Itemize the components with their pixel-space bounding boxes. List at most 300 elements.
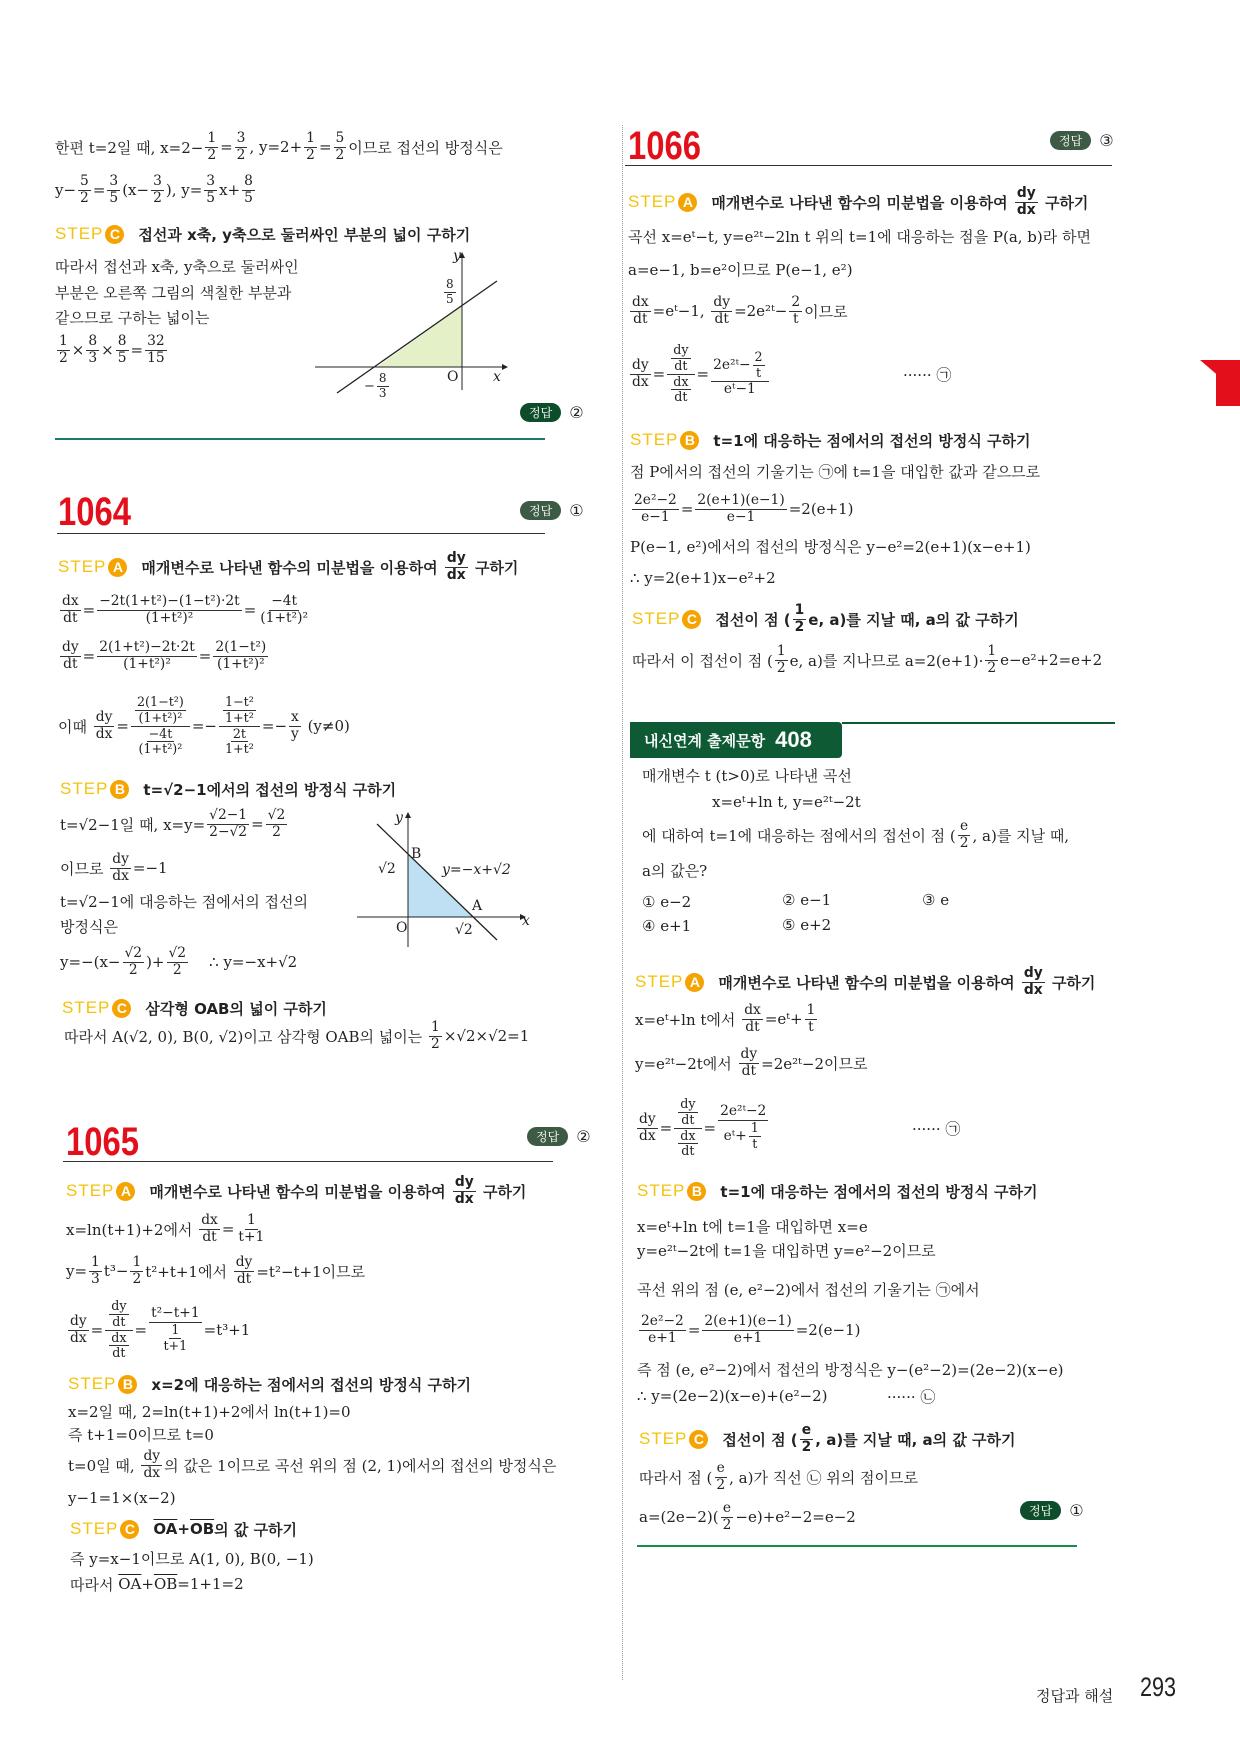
origin-label: O (396, 920, 408, 936)
text-run: 따라서 이 접선이 점 ( (632, 651, 773, 670)
fraction-numerator: 2e²ᵗ−2 (720, 1103, 767, 1120)
text-run: = (243, 601, 257, 619)
fraction-numerator: dx (744, 1001, 761, 1018)
answer-value: ① (1069, 1501, 1084, 1520)
fraction-numerator: 1 (246, 1211, 256, 1228)
fraction (223, 727, 256, 757)
fraction (453, 1175, 476, 1208)
text-run: 즉 t+1=0이므로 t=0 (68, 1425, 214, 1444)
fraction-denominator: dt (681, 1143, 695, 1159)
fraction-numerator: 1−t² (224, 694, 254, 710)
text-run: 구하기 (1046, 973, 1096, 992)
text-run: = (220, 138, 233, 156)
text-run: y−1=1×(x−2) (68, 1489, 176, 1507)
fraction-denominator: e−1 (641, 508, 670, 525)
text-run: 매개변수로 나타낸 함수의 미분법을 이용하여 (718, 973, 1020, 992)
fraction (377, 372, 389, 400)
text-run: t=√2−1일 때, x=y= (60, 815, 206, 834)
fraction-numerator (105, 1299, 132, 1330)
fraction (667, 343, 694, 404)
fraction-denominator: dt (236, 1270, 252, 1287)
text-run: 이므로 (60, 859, 109, 878)
fraction (289, 710, 301, 743)
fraction-numerator: dx (201, 1211, 218, 1228)
choice-4[interactable]: ④ e+1 (642, 917, 692, 935)
fraction-numerator: dy (1016, 184, 1036, 201)
answer-pill: 정답 (520, 403, 561, 422)
fraction-numerator (674, 1097, 701, 1128)
fraction-denominator: 2 (236, 146, 246, 163)
choice-1[interactable]: ① e−2 (642, 893, 692, 911)
fraction-numerator: t²−t+1 (151, 1305, 200, 1322)
footer-section: 정답과 해설 (1036, 1687, 1114, 1705)
text-run: 즉 점 (e, e²−2)에서 접선의 방정식은 y−(e²−2)=(2e−2)(x−e) (637, 1360, 1064, 1379)
fraction-numerator: 1 (132, 1253, 142, 1270)
text-run: 같으므로 구하는 넓이는 (55, 308, 210, 327)
banner-title: 내신연계 출제문항 (644, 731, 766, 750)
fraction-numerator: −4t (271, 592, 298, 609)
point-a-label: A (472, 898, 483, 914)
fraction (742, 1003, 763, 1036)
text-run: e−e²+2=e+2 (1000, 651, 1103, 669)
text-run: eᵗ+ (723, 1127, 747, 1144)
text-run: =eᵗ−1, (652, 302, 710, 320)
text-run: t=1에 대응하는 점에서의 접선의 방정식 구하기 (720, 1182, 1038, 1201)
text-run: e, a)를 지날 때, a의 값 구하기 (808, 610, 1019, 629)
segment-notation: $\overline{OA}$ (153, 1520, 178, 1538)
fraction-denominator: t+1 (163, 1337, 188, 1353)
fraction (109, 1299, 128, 1329)
fraction-denominator: 3 (91, 1270, 100, 1287)
fraction-numerator: dy (454, 1173, 474, 1190)
banner-number: 408 (775, 727, 812, 752)
text-run: 접선이 점 ( (715, 610, 791, 629)
answer-value: ③ (1099, 131, 1114, 150)
fraction (109, 1331, 128, 1361)
text-run: , a)를 지날 때, a의 값 구하기 (815, 1430, 1016, 1449)
step-label: STEP (630, 430, 679, 449)
fraction-numerator: 2(1−t²) (215, 638, 267, 655)
text-run: 에 대하여 t=1에 대응하는 점에서의 접선이 점 ( (642, 826, 956, 845)
fraction-denominator: 2 (207, 146, 217, 163)
x-axis-label: x (493, 369, 501, 385)
choice-3[interactable]: ③ e (922, 891, 950, 909)
segment-notation: $\overline{OA}$ (118, 1575, 142, 1593)
text-run: y=e²ᵗ−2t에 t=1을 대입하면 y=e²−2이므로 (637, 1241, 936, 1260)
fraction-numerator: 2e²−2 (634, 491, 677, 508)
fraction-denominator: dt (745, 1018, 760, 1035)
text-run: , a)를 지날 때, (972, 826, 1070, 845)
x-axis-label: x (522, 913, 530, 929)
point-b-label: B (411, 846, 422, 862)
fraction-numerator: x (291, 708, 299, 725)
fraction-numerator: dx (62, 592, 79, 609)
fraction (223, 695, 256, 725)
fraction-denominator: (1+t²)² (260, 609, 309, 626)
fraction-denominator: t (792, 310, 799, 327)
text-run: =t²−t+1이므로 (256, 1262, 366, 1281)
text-run: =t³+1 (203, 1321, 251, 1339)
fraction-numerator: 2(e+1)(e−1) (704, 1312, 792, 1329)
fraction (718, 1104, 768, 1151)
text-run: , a)가 직선 ㉡ 위의 점이므로 (729, 1468, 918, 1487)
fraction-numerator: dy (111, 1298, 127, 1314)
chapter-tab (1200, 360, 1240, 406)
fraction-denominator: dt (112, 1345, 126, 1361)
fraction-denominator: 2 (172, 961, 182, 978)
y-axis-arrow (405, 812, 411, 818)
step-label: STEP (628, 192, 677, 211)
fraction-denominator: e−1 (726, 508, 756, 525)
fraction-numerator: dy (632, 356, 649, 373)
step-label: STEP (637, 1181, 686, 1200)
fraction-numerator: 2 (791, 293, 801, 310)
fraction-denominator (219, 727, 260, 757)
fraction-denominator: 5 (446, 291, 454, 306)
text-run: 매개변수로 나타낸 함수의 미분법을 이용하여 (149, 1182, 451, 1201)
fraction-numerator: dx (632, 293, 649, 310)
fraction-denominator: 3 (378, 385, 387, 400)
fraction-denominator: 2 (59, 349, 68, 366)
fraction (445, 551, 468, 584)
answer-badge (527, 1127, 591, 1146)
banner-rule (842, 722, 1115, 724)
fraction (78, 174, 91, 207)
text-run: x=eᵗ+ln t에 t=1을 대입하면 x=e (637, 1217, 868, 1236)
fraction-numerator: 1 (806, 1001, 816, 1018)
text-run: 매개변수 t (t>0)로 나타낸 곡선 (642, 766, 852, 785)
fraction-numerator: 1 (987, 642, 997, 659)
fraction-numerator: 3 (109, 172, 119, 189)
text-run: a의 값은? (642, 861, 708, 880)
fraction-numerator: 8 (446, 276, 454, 291)
text-run: = (130, 341, 144, 359)
fraction-denominator (157, 1323, 193, 1353)
fraction-numerator: 8 (378, 370, 387, 385)
fraction (107, 174, 120, 207)
text-run: = (680, 500, 694, 518)
text-run: = (92, 181, 106, 199)
fraction-numerator: dy (235, 1253, 253, 1270)
answer-badge (520, 501, 584, 520)
step-letter: B (118, 1375, 137, 1394)
text-run: e, a)를 지나므로 a=2(e+1)· (789, 651, 984, 670)
fraction (800, 1423, 814, 1456)
fraction-numerator: 3 (153, 172, 162, 189)
fraction-denominator: 2 (776, 659, 786, 676)
step-label: STEP (635, 972, 684, 991)
text-run: 따라서 점 ( (639, 1468, 713, 1487)
fraction-numerator: dy (143, 1447, 161, 1464)
fraction-numerator: −4t (148, 725, 173, 741)
fraction-denominator: dx (95, 725, 113, 742)
fraction-denominator: 2 (335, 146, 345, 163)
text-run: x+ (219, 181, 241, 199)
fraction-numerator: √2 (168, 944, 187, 961)
step-label: STEP (60, 779, 109, 798)
text-run: 접선이 점 ( (722, 1430, 798, 1449)
text-run: = (90, 1321, 104, 1339)
text-run: − (364, 378, 375, 394)
fraction-denominator: 2 (959, 834, 969, 851)
fraction-denominator: dt (714, 310, 729, 327)
fraction (444, 278, 456, 306)
text-run: ······ ㉡ (887, 1387, 936, 1406)
fraction (805, 1003, 818, 1036)
fraction-numerator: 3 (206, 172, 216, 189)
fraction-numerator: dy (70, 1312, 87, 1329)
fraction (60, 594, 81, 627)
fraction-denominator: 2 (272, 823, 281, 840)
fraction (130, 1255, 143, 1288)
fraction (94, 710, 115, 743)
fraction-denominator (132, 727, 188, 757)
fraction-numerator: dx (673, 373, 689, 389)
y-axis-label: y (453, 248, 461, 264)
fraction-denominator: t (808, 1018, 814, 1035)
step-label: STEP (55, 224, 104, 243)
fraction-denominator: dt (674, 357, 688, 373)
fraction (258, 594, 310, 627)
text-run: = (687, 1321, 701, 1339)
answer-value: ② (569, 403, 584, 422)
fraction (304, 131, 317, 164)
fraction-denominator (105, 1331, 132, 1361)
fraction-numerator: 3 (236, 129, 246, 146)
text-run: = (82, 647, 96, 665)
fraction-numerator: dy (639, 1110, 656, 1127)
header-rule (63, 1161, 553, 1162)
fraction-numerator: √2−1 (209, 806, 248, 823)
answer-value: ② (576, 1127, 591, 1146)
fraction (97, 640, 197, 673)
text-run: = (198, 647, 212, 665)
fraction (671, 375, 690, 405)
text-run: ······ ㉠ (903, 365, 952, 384)
fraction (775, 644, 788, 677)
fraction-numerator: e (722, 1499, 732, 1516)
fraction-numerator: 1 (171, 1322, 180, 1338)
fraction-denominator: dt (633, 310, 648, 327)
text-run: t²+t+1에서 (145, 1262, 232, 1281)
text-run: t=√2−1에서의 접선의 방정식 구하기 (143, 780, 397, 799)
fraction-denominator: dt (202, 1228, 217, 1245)
text-run: 의 값은 1이므로 곡선 위의 점 (2, 1)에서의 접선의 방정식은 (164, 1456, 557, 1475)
text-run: t=1에 대응하는 점에서의 접선의 방정식 구하기 (713, 431, 1031, 450)
text-run: =− (261, 717, 288, 735)
fraction-denominator: 3 (88, 349, 98, 366)
fraction (149, 1306, 202, 1353)
text-run: =− (191, 717, 217, 735)
text-run: x=2일 때, 2=ln(t+1)+2에서 ln(t+1)=0 (68, 1402, 351, 1421)
fraction-denominator: 1+t² (224, 741, 254, 757)
fraction-denominator: 2 (128, 961, 138, 978)
fraction-denominator: dt (112, 1313, 126, 1329)
text-run: = (318, 138, 332, 156)
line-equation-label: y=−x+√2 (442, 862, 511, 878)
fraction (630, 358, 651, 391)
fraction (749, 1121, 761, 1151)
text-run: (x− (122, 181, 150, 199)
text-run: = (659, 1119, 673, 1137)
fraction-denominator: (1+t²)² (138, 741, 183, 757)
text-run: 매개변수로 나타낸 함수의 미분법을 이용하여 (711, 193, 1013, 212)
step-letter: B (680, 431, 699, 450)
fraction-denominator: y (291, 725, 299, 742)
fraction (695, 493, 786, 526)
fraction (110, 852, 131, 885)
text-run: −e)+e²−2=e−2 (735, 1508, 856, 1526)
text-run: , y=2+ (249, 138, 303, 156)
fraction (714, 1461, 727, 1494)
step-label: STEP (58, 557, 107, 576)
text-run: t=√2−1에 대응하는 점에서의 접선의 (60, 892, 308, 911)
fraction (105, 1299, 132, 1360)
fraction (678, 1097, 697, 1127)
text-run: y=e²ᵗ−2t에서 (635, 1054, 737, 1073)
text-run: ∴ y=−x+√2 (190, 953, 298, 971)
fraction (711, 295, 732, 328)
step-letter: A (108, 558, 127, 577)
section-divider (637, 1545, 1077, 1547)
text-run: =2e²ᵗ− (734, 302, 788, 320)
fraction-denominator: 2 (431, 1035, 440, 1052)
text-run: = (703, 1119, 717, 1137)
fraction (204, 174, 217, 207)
fraction-denominator: 2 (132, 1270, 142, 1287)
fraction-numerator: 2(e+1)(e−1) (697, 491, 785, 508)
y-axis-label: y (395, 810, 403, 826)
text-run: =1+1=2 (177, 1575, 244, 1593)
answer-value: ① (569, 501, 584, 520)
fraction (135, 695, 186, 725)
text-run: + (177, 1520, 190, 1538)
fraction-numerator: √2 (124, 944, 143, 961)
text-run: =2(e−1) (795, 1321, 861, 1339)
text-run: 즉 y=x−1이므로 A(1, 0), B(0, −1) (70, 1549, 314, 1568)
text-run: t=0일 때, (68, 1456, 140, 1475)
choice-2[interactable]: ② e−1 (782, 891, 832, 909)
step-label: STEP (66, 1181, 115, 1200)
fraction (235, 131, 248, 164)
fraction (985, 644, 998, 677)
answer-pill: 정답 (527, 1127, 568, 1146)
fraction-numerator: dy (673, 342, 689, 358)
step-letter: A (116, 1182, 135, 1201)
text-run: x=2에 대응하는 점에서의 접선의 방정식 구하기 (151, 1375, 472, 1394)
text-run: = (652, 365, 666, 383)
fraction-denominator: dt (681, 1111, 695, 1127)
fraction (219, 695, 260, 756)
problem-number: 1064 (58, 490, 131, 534)
fraction-denominator: eᵗ−1 (723, 380, 756, 397)
text-run: 방정식은 (60, 917, 118, 936)
text-run: = (251, 815, 264, 833)
fraction-denominator: 5 (206, 189, 216, 206)
step-letter: C (105, 225, 124, 244)
step-label: STEP (632, 609, 681, 628)
text-run: 이므로 접선의 방정식은 (348, 138, 503, 157)
fraction (630, 295, 651, 328)
step-label: STEP (68, 1374, 117, 1393)
answer-pill: 정답 (520, 501, 561, 520)
segment-notation: $\overline{OB}$ (153, 1575, 178, 1593)
fraction-denominator: dx (70, 1329, 87, 1346)
fraction-numerator: dy (446, 549, 466, 566)
fraction-numerator: dy (1023, 964, 1043, 981)
text-run: = (116, 717, 129, 735)
fraction-numerator: 2 (754, 349, 763, 365)
related-problem-banner (630, 722, 842, 758)
triangle-oab-graph (355, 810, 530, 950)
text-run: y= (66, 1262, 88, 1280)
fraction (789, 295, 802, 328)
text-run: 따라서 A(√2, 0), B(0, √2)이고 삼각형 OAB의 넓이는 (64, 1027, 428, 1046)
fraction-numerator (667, 343, 694, 374)
step-label: STEP (639, 1429, 688, 1448)
fraction (234, 1255, 255, 1288)
fraction-numerator: 1 (306, 129, 315, 146)
fraction (632, 493, 679, 526)
answer-badge (520, 403, 584, 422)
text-run: y− (55, 181, 77, 199)
fraction-numerator: 1 (431, 1018, 440, 1035)
segment-notation: $\overline{OB}$ (189, 1520, 215, 1538)
fraction-numerator: 1 (776, 642, 786, 659)
text-run: 구하기 (1039, 193, 1089, 212)
fraction-numerator: 1 (59, 332, 68, 349)
fraction (266, 808, 288, 841)
text-run: 곡선 x=eᵗ−t, y=e²ᵗ−2ln t 위의 t=1에 대응하는 점을 P(a, b)라 하면 (628, 227, 1091, 246)
text-run: )+ (146, 953, 165, 971)
fraction (145, 334, 167, 367)
fraction (793, 603, 807, 636)
fraction-denominator: 15 (147, 349, 165, 366)
text-run: 점 P에서의 접선의 기울기는 ㉠에 t=1을 대입한 값과 같으므로 (630, 462, 1041, 481)
fraction-denominator: dt (63, 655, 78, 672)
text-run: =eᵗ+ (764, 1010, 803, 1028)
fraction-denominator: 2 (153, 189, 162, 206)
origin-label: O (447, 369, 459, 385)
fraction (334, 131, 347, 164)
fraction-denominator: t (756, 365, 762, 381)
fraction-denominator: 2 (801, 1438, 812, 1455)
fraction-numerator (219, 695, 260, 726)
fraction-numerator: dy (740, 1045, 758, 1062)
fraction-denominator: dx (454, 1190, 474, 1207)
fraction-numerator: 1 (207, 129, 217, 146)
choice-5[interactable]: ⑤ e+2 (782, 916, 832, 934)
answer-pill: 정답 (1050, 131, 1091, 150)
fraction (141, 1449, 162, 1482)
fraction (199, 1213, 220, 1246)
fraction-denominator: dx (639, 1127, 656, 1144)
text-run: × (101, 341, 114, 359)
step-label: STEP (70, 1519, 119, 1538)
step-letter: B (687, 1182, 706, 1201)
fraction (639, 1314, 686, 1347)
text-run: ∴ y=(2e−2)(x−e)+(e²−2) (637, 1387, 828, 1405)
fraction-denominator: dt (674, 389, 688, 405)
answer-badge (1020, 1501, 1084, 1520)
fraction-denominator: t (752, 1135, 758, 1151)
fraction (671, 343, 690, 373)
header-rule (57, 533, 545, 534)
fraction (711, 350, 769, 397)
fraction (678, 1129, 697, 1159)
fraction-numerator: 1 (91, 1253, 100, 1270)
text-run: = (134, 1321, 148, 1339)
